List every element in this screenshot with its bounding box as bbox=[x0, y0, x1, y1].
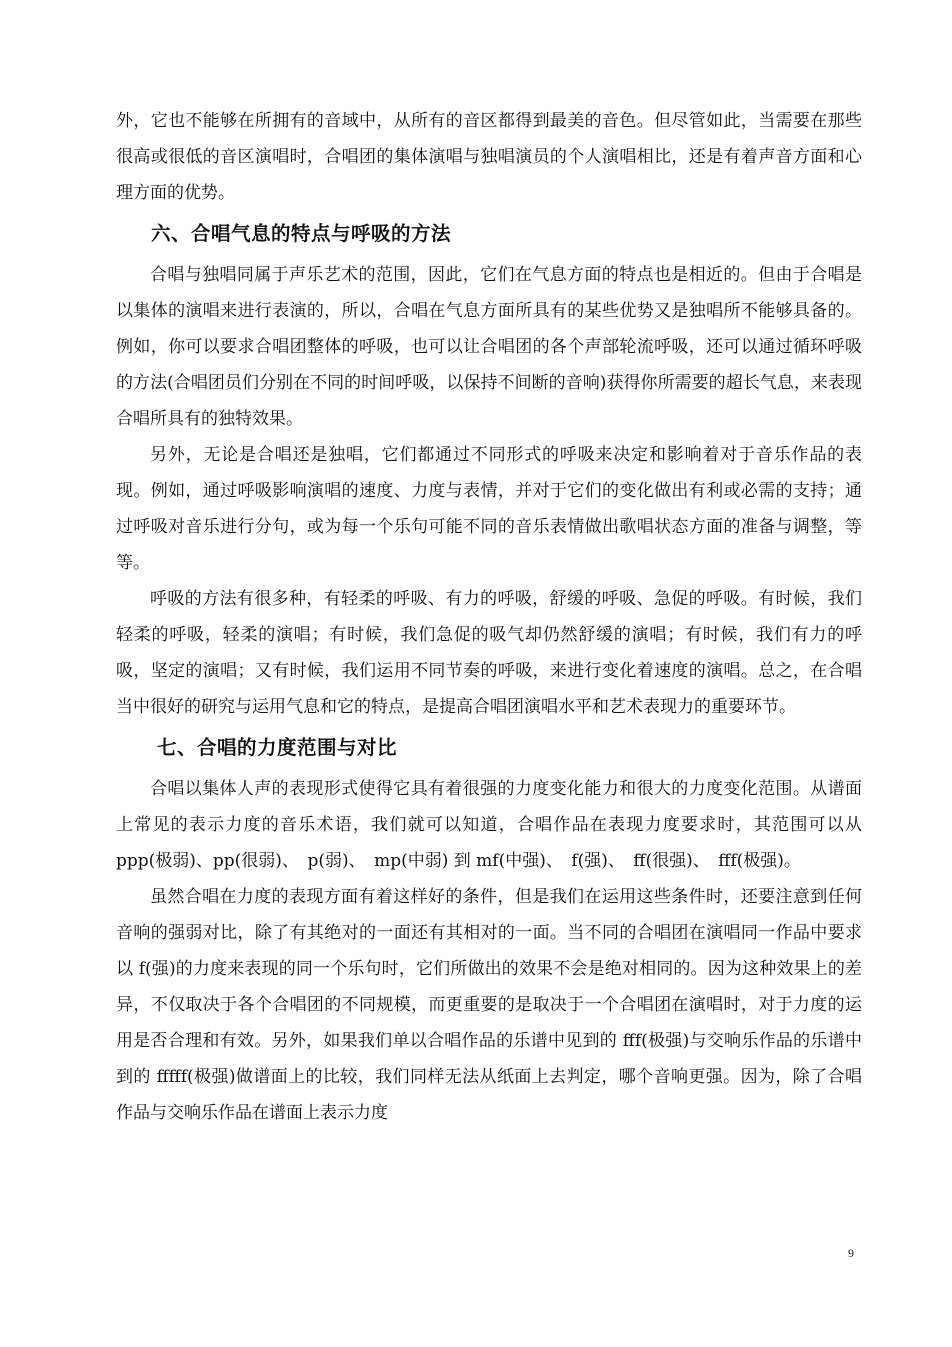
paragraph-dynamic-range: 合唱以集体人声的表现形式使得它具有着很强的力度变化能力和很大的力度变化范围。从谱面上常见的表示力度的音乐术语，我们就可以知道，合唱作品在表现力度要求时，其范围可以从 ppp(极弱)、pp(很弱)、 p(弱)、 mp(中弱) 到 mf(中强)、 f(强)、 ff(很强)、 fff(极强)。 bbox=[116, 779, 862, 871]
page-number: 9 bbox=[848, 1246, 854, 1260]
page-body bbox=[116, 103, 862, 1131]
section-heading-7: 七、合唱的力度范围与对比 bbox=[157, 736, 398, 759]
paragraph-continued: 外，它也不能够在所拥有的音域中，从所有的音区都得到最美的音色。但尽管如此，当需要在那些很高或很低的音区演唱时，合唱团的集体演唱与独唱演员的个人演唱相比，还是有着声音方面和心理方面的优势。 bbox=[116, 111, 862, 203]
section-heading-6: 六、合唱气息的特点与呼吸的方法 bbox=[151, 222, 452, 245]
paragraph-breath-methods: 呼吸的方法有很多种，有轻柔的呼吸、有力的呼吸，舒缓的呼吸、急促的呼吸。有时候，我们轻柔的呼吸，轻柔的演唱；有时候，我们急促的吸气却仍然舒缓的演唱；有时候，我们有力的呼吸，坚定的演唱；又有时候，我们运用不同节奏的呼吸，来进行变化着速度的演唱。总之，在合唱当中很好的研究与运用气息和它的特点，是提高合唱团演唱水平和艺术表现力的重要环节。 bbox=[116, 589, 862, 717]
paragraph-breath-characteristics: 合唱与独唱同属于声乐艺术的范围，因此，它们在气息方面的特点也是相近的。但由于合唱是以集体的演唱来进行表演的，所以，合唱在气息方面所具有的某些优势又是独唱所不能够具备的。例如，你可以要求合唱团整体的呼吸，也可以让合唱团的各个声部轮流呼吸，还可以通过循环呼吸的方法(合唱团员们分别在不同的时间呼吸，以保持不间断的音响)获得你所需要的超长气息，来表现合唱所具有的独特效果。 bbox=[116, 265, 862, 429]
paragraph-breath-expression: 另外，无论是合唱还是独唱，它们都通过不同形式的呼吸来决定和影响着对于音乐作品的表现。例如，通过呼吸影响演唱的速度、力度与表情，并对于它们的变化做出有利或必需的支持；通过呼吸对音乐进行分句，或为每一个乐句可能不同的音乐表情做出歌唱状态方面的准备与调整，等等。 bbox=[116, 445, 862, 573]
paragraph-dynamic-contrast: 虽然合唱在力度的表现方面有着这样好的条件，但是我们在运用这些条件时，还要注意到任何音响的强弱对比，除了有其绝对的一面还有其相对的一面。当不同的合唱团在演唱同一作品中要求以 f(强)的力度来表现的同一个乐句时，它们所做出的效果不会是绝对相同的。因为这种效果上的差异，不仅取决于各个合唱团的不同规模，而更重要的是取决于一个合唱团在演唱时，对于力度的运用是否合理和有效。另外，如果我们单以合唱作品的乐谱中见到的 fff(极强)与交响乐作品的乐谱中到的 fffff(极强)做谱面上的比较，我们同样无法从纸面上去判定，哪个音响更强。因为，除了合唱作品与交响乐作品在谱面上表示力度 bbox=[116, 887, 862, 1123]
